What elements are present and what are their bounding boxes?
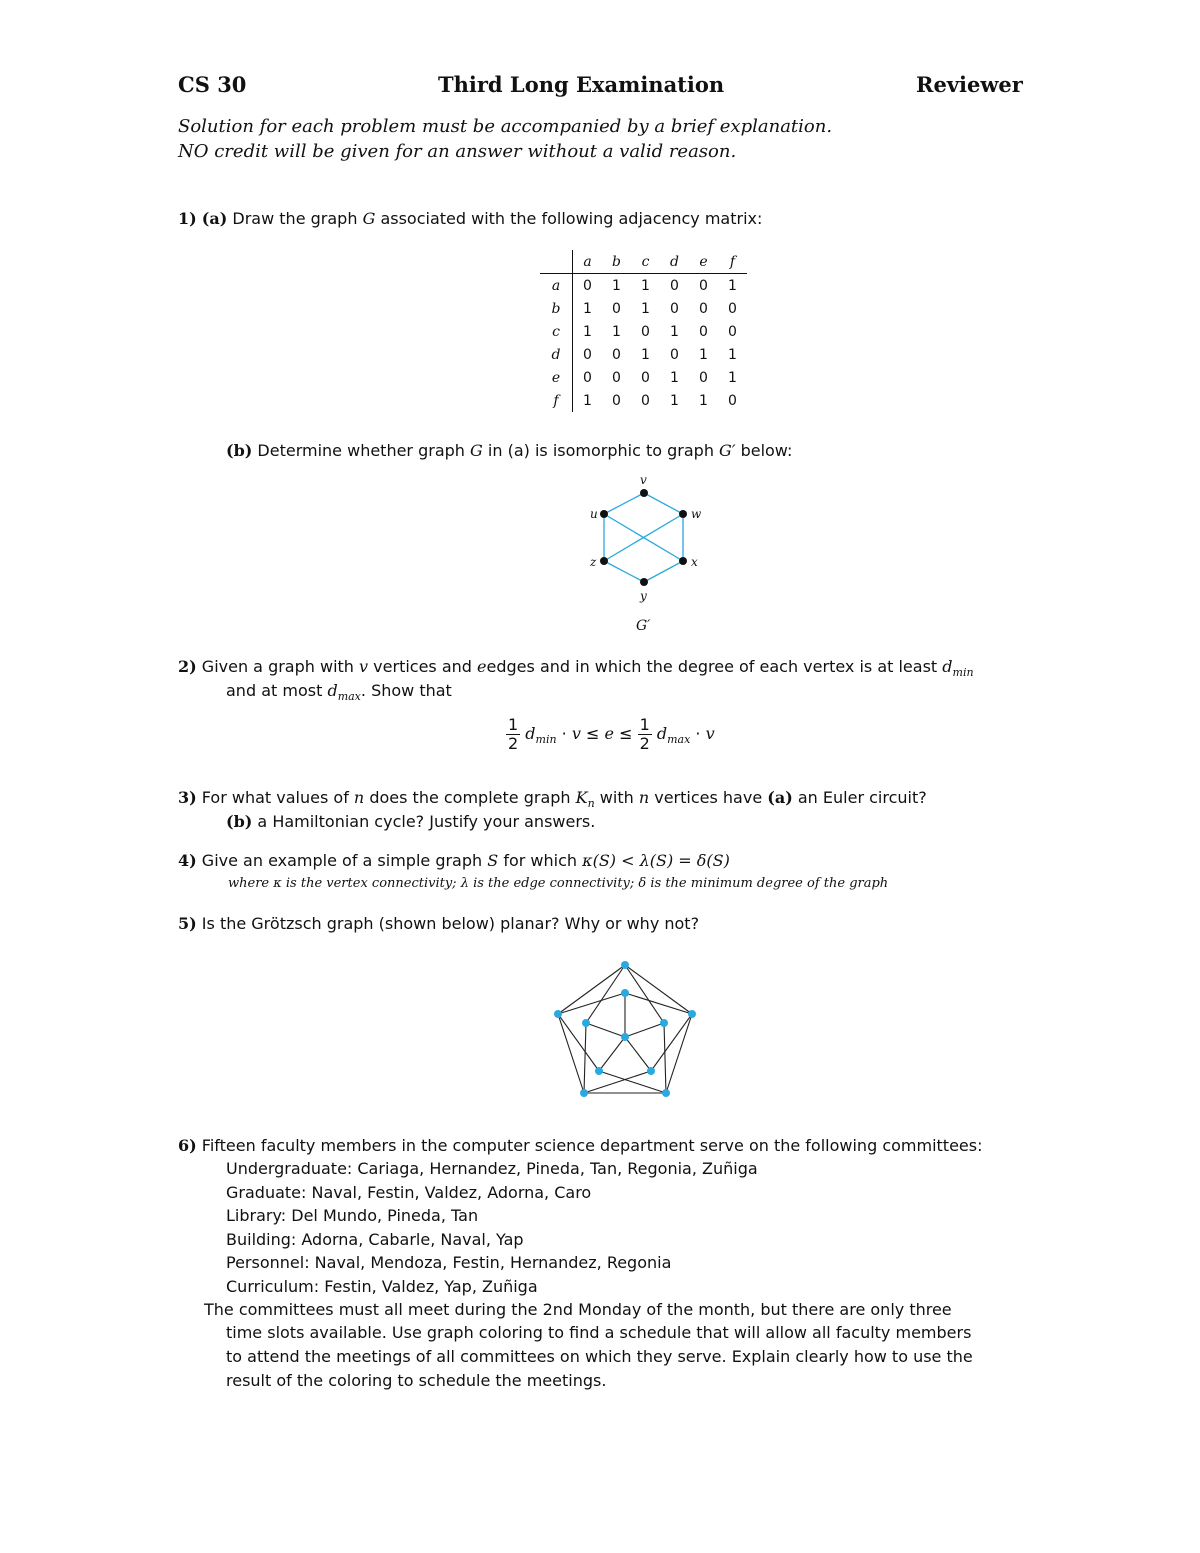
doc-type: Reviewer [916, 72, 1023, 97]
matrix-row: f 1 0 0 1 1 0 [540, 389, 747, 412]
matrix-col-label: c [631, 250, 660, 274]
graph-edge [644, 561, 683, 582]
problem-number: 5) [178, 914, 197, 933]
vertex-u [600, 510, 608, 518]
graph-edge [666, 1014, 692, 1093]
graph-edge [584, 1071, 651, 1093]
problem-3-line-2: (b) a Hamiltonian cycle? Justify your answers. [226, 812, 596, 831]
graph-edge [625, 1023, 664, 1037]
problem-4-note: where κ is the vertex connectivity; λ is the edge connectivity; δ is the minimum degree of the graph [228, 876, 889, 891]
problem-6-closing-2: time slots available. Use graph coloring to find a schedule that will allow all faculty members [226, 1323, 972, 1342]
graph-g-prime [580, 470, 710, 640]
graph-edge [599, 1037, 625, 1071]
graph-node [662, 1089, 670, 1097]
course-code: CS 30 [178, 72, 247, 97]
problem-number: 1) [178, 209, 197, 228]
vertex-x [679, 557, 687, 565]
vertex-label: u [590, 507, 598, 521]
graph-node [580, 1089, 588, 1097]
page-title: Third Long Examination [438, 72, 725, 97]
graph-node [595, 1067, 603, 1075]
graph-edge [625, 965, 692, 1014]
graph-edge [558, 1014, 584, 1093]
graph-edge [558, 965, 625, 1014]
matrix-row: b 1 0 1 0 0 0 [540, 297, 747, 320]
graph-edge [625, 993, 692, 1014]
instruction-line-1: Solution for each problem must be accompanied by a brief explanation. [178, 116, 833, 137]
graph-node [688, 1010, 696, 1018]
problem-3-line-1: 3) For what values of n does the complete graph $K_n$ with n vertices have (a) an Euler circuit? [178, 788, 927, 811]
part-label: (a) [201, 209, 228, 228]
vertex-label: w [691, 507, 702, 521]
committee-item: Curriculum: Festin, Valdez, Yap, Zuñiga [226, 1276, 538, 1296]
graph-edge [644, 493, 683, 514]
matrix-row: a 0 1 1 0 0 1 [540, 274, 747, 298]
problem-6-closing-4: result of the coloring to schedule the meetings. [226, 1371, 607, 1390]
graph-node [647, 1067, 655, 1075]
graph-node [554, 1010, 562, 1018]
graph-node [621, 989, 629, 997]
fraction: $\frac{1}{2}$ [508, 715, 519, 753]
graph-edge [625, 965, 664, 1023]
matrix-col-label: d [660, 250, 689, 274]
graph-node [621, 1033, 629, 1041]
graph-edge [664, 1023, 666, 1093]
vertex-v [640, 489, 648, 497]
vertex-y [640, 578, 648, 586]
vertex-label: x [691, 555, 698, 569]
graph-edge [651, 1014, 692, 1071]
matrix-header-row [540, 250, 747, 274]
graph-node [582, 1019, 590, 1027]
matrix-row: c 1 1 0 1 0 0 [540, 320, 747, 343]
graph-edge [586, 965, 625, 1023]
matrix-col-label: b [602, 250, 631, 274]
problem-4-line-1: 4) Give an example of a simple graph S for which κ(S) < λ(S) = δ(S) [178, 851, 730, 870]
problem-6-closing-3: to attend the meetings of all committees on which they serve. Explain clearly how to use the [226, 1347, 973, 1366]
graph-node [660, 1019, 668, 1027]
matrix-row: e 0 0 0 1 0 1 [540, 366, 747, 389]
graph-caption: G′ [636, 618, 651, 634]
matrix-row: d 0 0 1 0 1 1 [540, 343, 747, 366]
committee-item: Building: Adorna, Cabarle, Naval, Yap [226, 1229, 524, 1249]
problem-1a: 1) (a) Draw the graph G associated with the following adjacency matrix: [178, 209, 763, 228]
graph-node [621, 961, 629, 969]
problem-2-line-1: 2) Given a graph with v vertices and eedges and in which the degree of each vertex is at least $d_{min}$ [178, 657, 974, 680]
committee-list [226, 1157, 758, 1298]
vertex-label: z [590, 555, 597, 569]
grotzsch-graph [540, 950, 710, 1110]
graph-edge [584, 1023, 586, 1093]
matrix-col-label: e [689, 250, 718, 274]
problem-1b: (b) Determine whether graph G in (a) is isomorphic to graph G′ below: [226, 441, 793, 460]
adjacency-matrix [540, 250, 747, 412]
matrix-col-label: f [718, 250, 747, 274]
graph-edge [586, 1023, 625, 1037]
problem-6-closing-1: The committees must all meet during the 2nd Monday of the month, but there are only three [204, 1300, 952, 1319]
problem-number: 2) [178, 657, 197, 676]
inequality-formula: $\frac{1}{2}$ $d_{min} \cdot v \le e$ ≤ $\frac{1}{2}$ $d_{max} \cdot v$ [508, 715, 715, 753]
fraction: $\frac{1}{2}$ [639, 715, 650, 753]
vertex-label: y [640, 589, 647, 603]
connectivity-formula: κ(S) < λ(S) = δ(S) [582, 851, 730, 870]
problem-number: 4) [178, 851, 197, 870]
vertex-label: v [640, 473, 647, 487]
vertex-z [600, 557, 608, 565]
graph-edge [604, 561, 644, 582]
instruction-line-2: NO credit will be given for an answer without a valid reason. [178, 141, 737, 162]
committee-item: Graduate: Naval, Festin, Valdez, Adorna, Caro [226, 1182, 592, 1202]
graph-edge [558, 1014, 599, 1071]
part-label: (b) [226, 441, 253, 460]
committee-item: Undergraduate: Cariaga, Hernandez, Pineda, Tan, Regonia, Zuñiga [226, 1159, 758, 1178]
problem-5: 5) Is the Grötzsch graph (shown below) planar? Why or why not? [178, 914, 700, 933]
vertex-w [679, 510, 687, 518]
graph-edge [604, 493, 644, 514]
problem-2-line-2: and at most $d_{max}$. Show that [226, 681, 452, 704]
matrix-col-label: a [573, 250, 603, 274]
problem-number: 6) [178, 1136, 197, 1155]
graph-edge [599, 1071, 666, 1093]
committee-item: Personnel: Naval, Mendoza, Festin, Hernandez, Regonia [226, 1253, 672, 1272]
problem-6-intro: 6) Fifteen faculty members in the computer science department serve on the following committees: [178, 1136, 983, 1155]
graph-edge [558, 993, 625, 1014]
committee-item: Library: Del Mundo, Pineda, Tan [226, 1206, 479, 1225]
problem-number: 3) [178, 788, 197, 807]
graph-edge [625, 1037, 651, 1071]
